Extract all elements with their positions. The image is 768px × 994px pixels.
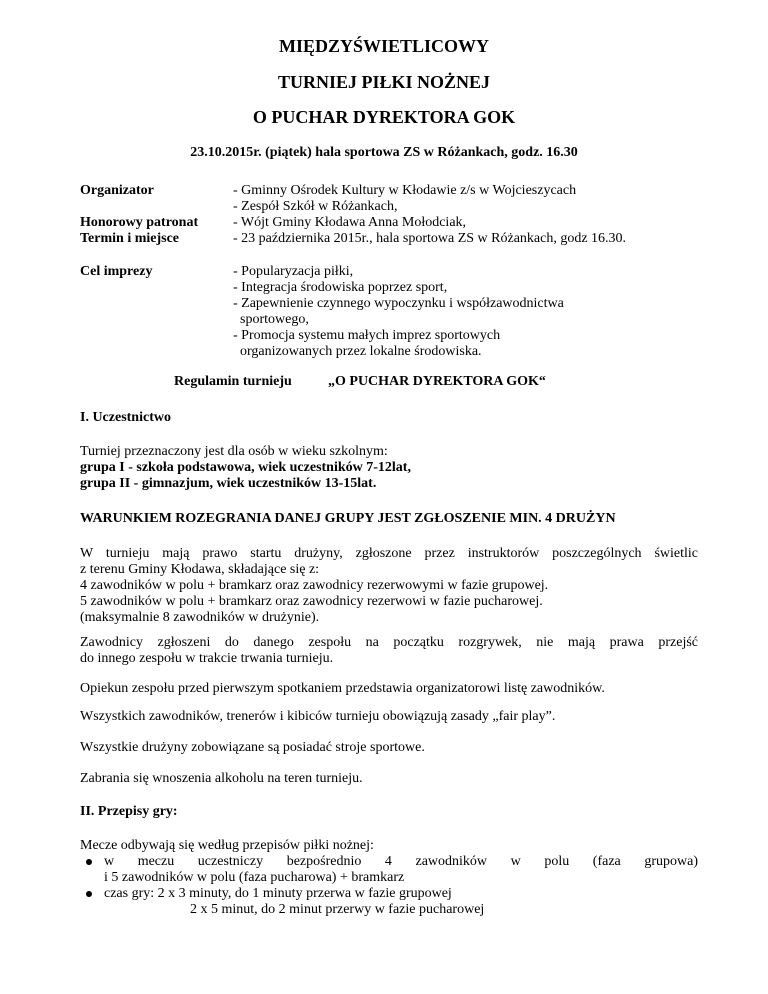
paragraph-line: do innego zespołu w trakcie trwania turnieju. (80, 651, 334, 666)
cel-line: - Promocja systemu małych imprez sportowych (233, 328, 501, 343)
title-line-1: MIĘDZYŚWIETLICOWY (278, 36, 490, 56)
cel-line: sportowego, (233, 312, 309, 327)
cel-line: - Integracja środowiska poprzez sport, (233, 280, 448, 295)
rules-line: 2 x 5 minut, do 2 minut przerwy w fazie pucharowej (190, 902, 485, 917)
paragraph-line: z terenu Gminy Kłodawa, składające się z: (80, 562, 320, 577)
paragraph-line: 4 zawodników w polu + bramkarz oraz zawodnicy rezerwowymi w fazie grupowej. (80, 578, 549, 593)
section-2-intro: Mecze odbywają się według przepisów piłki nożnej: (80, 838, 374, 853)
patronat-label: Honorowy patronat (80, 215, 199, 230)
rules-line: w meczu uczestniczy bezpośrednio 4 zawodników w polu (faza grupowa) (104, 854, 698, 869)
section-2-heading: II. Przepisy gry: (80, 804, 178, 819)
cel-line: - Zapewnienie czynnego wypoczynku i współzawodnictwa (233, 296, 564, 311)
paragraph-line: 5 zawodników w polu + bramkarz oraz zawodnicy rezerwowi w fazie pucharowej. (80, 594, 543, 609)
bullet-icon (86, 859, 92, 865)
transfer-paragraph (80, 635, 698, 667)
paragraph-line: Zawodnicy zgłoszeni do danego zespołu na początku rozgrywek, nie mają prawa przejść (80, 635, 698, 650)
rules-line: i 5 zawodników w polu (faza pucharowa) + bramkarz (104, 870, 405, 885)
rules-list-item (80, 886, 698, 918)
cel-line: organizowanych przez lokalne środowiska. (233, 344, 482, 359)
rules-list (80, 854, 698, 918)
alcohol-paragraph: Zabrania się wnoszenia alkoholu na teren turnieju. (80, 771, 363, 786)
cel-line: - Popularyzacja piłki, (233, 264, 354, 279)
section-1-intro: Turniej przeznaczony jest dla osób w wieku szkolnym: (80, 444, 388, 459)
warning-line: WARUNKIEM ROZEGRANIA DANEJ GRUPY JEST ZGŁOSZENIE MIN. 4 DRUŻYN (80, 511, 616, 526)
organizator-value-1: - Gminny Ośrodek Kultury w Kłodawie z/s w Wojcieszycach (233, 183, 577, 198)
paragraph-line: (maksymalnie 8 zawodników w drużynie). (80, 610, 320, 625)
regulamin-label: Regulamin turnieju (174, 374, 292, 389)
cel-label: Cel imprezy (80, 264, 153, 279)
regulamin-name: „O PUCHAR DYREKTORA GOK“ (328, 374, 546, 389)
bullet-icon (86, 891, 92, 897)
event-date-line: 23.10.2015r. (piątek) hala sportowa ZS w Różankach, godz. 16.30 (190, 145, 578, 160)
termin-value: - 23 października 2015r., hala sportowa ZS w Różankach, godz 16.30. (233, 231, 627, 246)
kit-paragraph: Wszystkie drużyny zobowiązane są posiadać stroje sportowe. (80, 740, 425, 755)
paragraph-line: W turnieju mają prawo startu drużyny, zgłoszone przez instruktorów poszczególnych świetlic (80, 546, 698, 561)
patronat-value: - Wójt Gminy Kłodawa Anna Mołodciak, (233, 215, 467, 230)
termin-label: Termin i miejsce (80, 231, 180, 246)
coach-paragraph: Opiekun zespołu przed pierwszym spotkaniem przedstawia organizatorowi listę zawodników. (80, 681, 605, 696)
title-line-3: O PUCHAR DYREKTORA GOK (252, 107, 516, 127)
group-1-line: grupa I - szkoła podstawowa, wiek uczestników 7-12lat, (80, 460, 411, 475)
title-line-2: TURNIEJ PIŁKI NOŻNEJ (277, 72, 491, 92)
rules-list-item (80, 854, 698, 886)
organizator-label: Organizator (80, 183, 154, 198)
participation-paragraph (80, 546, 698, 626)
section-1-heading: I. Uczestnictwo (80, 410, 171, 425)
group-2-line: grupa II - gimnazjum, wiek uczestników 13-15lat. (80, 476, 377, 491)
organizator-value-2: - Zespół Szkół w Różankach, (233, 199, 398, 214)
fair-play-paragraph: Wszystkich zawodników, trenerów i kibiców turnieju obowiązują zasady „fair play”. (80, 709, 556, 724)
rules-line: czas gry: 2 x 3 minuty, do 1 minuty przerwa w fazie grupowej (104, 886, 452, 901)
